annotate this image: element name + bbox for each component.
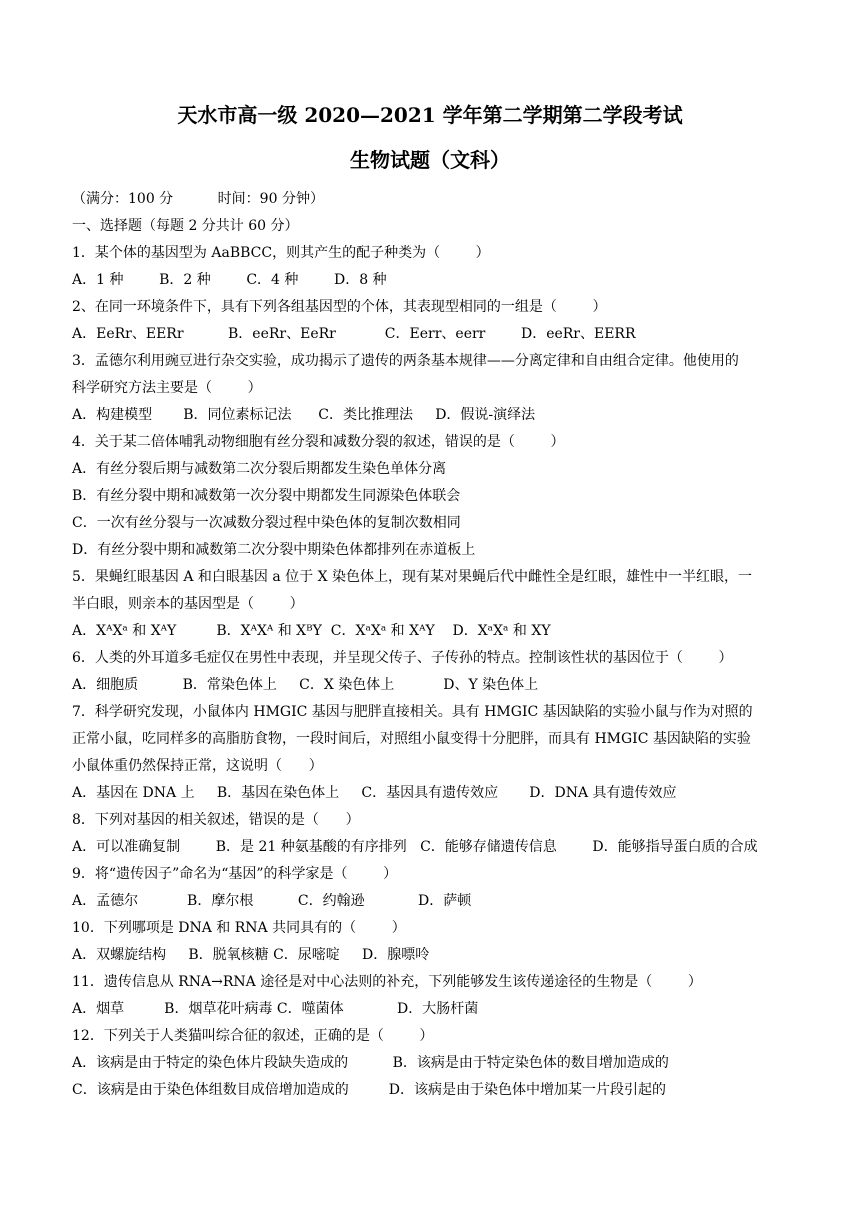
question-line: 7．科学研究发现，小鼠体内 HMGIC 基因与肥胖直接相关。具有 HMGIC 基因缺陷的实验小鼠与作为对照的 (72, 704, 753, 720)
question-line: 8．下列对基因的相关叙述，错误的是（ ） (72, 812, 360, 828)
question-line: 1．某个体的基因型为 AaBBCC，则其产生的配子种类为（ ） (72, 245, 490, 261)
question-line: A．有丝分裂后期与减数第二次分裂后期都发生染色单体分离 (72, 461, 447, 477)
question-line: 小鼠体重仍然保持正常，这说明（ ） (72, 758, 323, 774)
question-line: A．细胞质 B．常染色体上 C．X 染色体上 D、Y 染色体上 (72, 677, 539, 693)
question-line: A．双螺旋结构 B．脱氧核糖 C．尿嘧啶 D．腺嘌呤 (72, 947, 430, 963)
question-line: 科学研究方法主要是（ ） (72, 380, 262, 396)
question-line: D．有丝分裂中期和减数第二次分裂中期染色体都排列在赤道板上 (72, 542, 476, 558)
question-line: A．该病是由于特定的染色体片段缺失造成的 B．该病是由于特定染色体的数目增加造成的 (72, 1055, 669, 1071)
exam-title: 天水市高一级 2020—2021 学年第二学期第二学段考试 (177, 103, 683, 127)
question-line: A．烟草 B．烟草花叶病毒 C．噬菌体 D．大肠杆菌 (72, 1001, 479, 1017)
question-line: 5．果蝇红眼基因 A 和白眼基因 a 位于 X 染色体上，现有某对果蝇后代中雌性全是红眼，雄性中一半红眼，一 (72, 569, 753, 585)
question-line: A．可以准确复制 B．是 21 种氨基酸的有序排列 C．能够存储遗传信息 D．能够指导蛋白质的合成 (72, 839, 758, 855)
question-line: 半白眼，则亲本的基因型是（ ） (72, 596, 304, 612)
exam-subtitle: 生物试题（文科） (350, 148, 510, 172)
question-line: 2、在同一环境条件下，具有下列各组基因型的个体，其表现型相同的一组是（ ） (72, 299, 607, 315)
question-line: A．1 种 B．2 种 C．4 种 D．8 种 (72, 272, 387, 288)
question-line: A．EeRr、EERr B．eeRr、EeRr C．Eerr、eerr D．eeRr、EERR (72, 326, 636, 342)
question-line: 10．下列哪项是 DNA 和 RNA 共同具有的（ ） (72, 920, 406, 936)
question-line: 4．关于某二倍体哺乳动物细胞有丝分裂和减数分裂的叙述，错误的是（ ） (72, 434, 565, 450)
exam-meta: （满分：100 分 时间：90 分钟） (72, 191, 324, 207)
question-line: 6．人类的外耳道多毛症仅在男性中表现，并呈现父传子、子传孙的特点。控制该性状的基因位于（ ） (72, 650, 733, 666)
question-line: C．一次有丝分裂与一次减数分裂过程中染色体的复制次数相同 (72, 515, 461, 531)
question-line: A．XᴬXᵃ 和 XᴬY B．XᴬXᴬ 和 XᴮY C．XᵃXᵃ 和 XᴬY D．XᵃXᵃ 和 XY (72, 623, 551, 639)
question-line: 9．将“遗传因子”命名为“基因”的科学家是（ ） (72, 866, 398, 882)
question-line: 11．遗传信息从 RNA→RNA 途径是对中心法则的补充，下列能够发生该传递途径的生物是（ ） (72, 974, 702, 990)
question-line: A．基因在 DNA 上 B．基因在染色体上 C．基因具有遗传效应 D．DNA 具有遗传效应 (72, 785, 677, 801)
question-line: 3．孟德尔利用豌豆进行杂交实验，成功揭示了遗传的两条基本规律——分离定律和自由组合定律。他使用的 (72, 353, 739, 369)
question-line: A．构建模型 B．同位素标记法 C．类比推理法 D．假说-演绎法 (72, 407, 536, 423)
question-line: A．孟德尔 B．摩尔根 C．约翰逊 D．萨顿 (72, 893, 472, 909)
question-line: B．有丝分裂中期和减数第一次分裂中期都发生同源染色体联会 (72, 488, 461, 504)
question-line: C．该病是由于染色体组数目成倍增加造成的 D．该病是由于染色体中增加某一片段引起的 (72, 1082, 666, 1098)
question-line: 正常小鼠，吃同样多的高脂肪食物，一段时间后，对照组小鼠变得十分肥胖，而具有 HMGIC 基因缺陷的实验 (72, 731, 751, 747)
question-line: 12．下列关于人类猫叫综合征的叙述，正确的是（ ） (72, 1028, 434, 1044)
section-heading: 一、选择题（每题 2 分共计 60 分） (72, 218, 299, 234)
